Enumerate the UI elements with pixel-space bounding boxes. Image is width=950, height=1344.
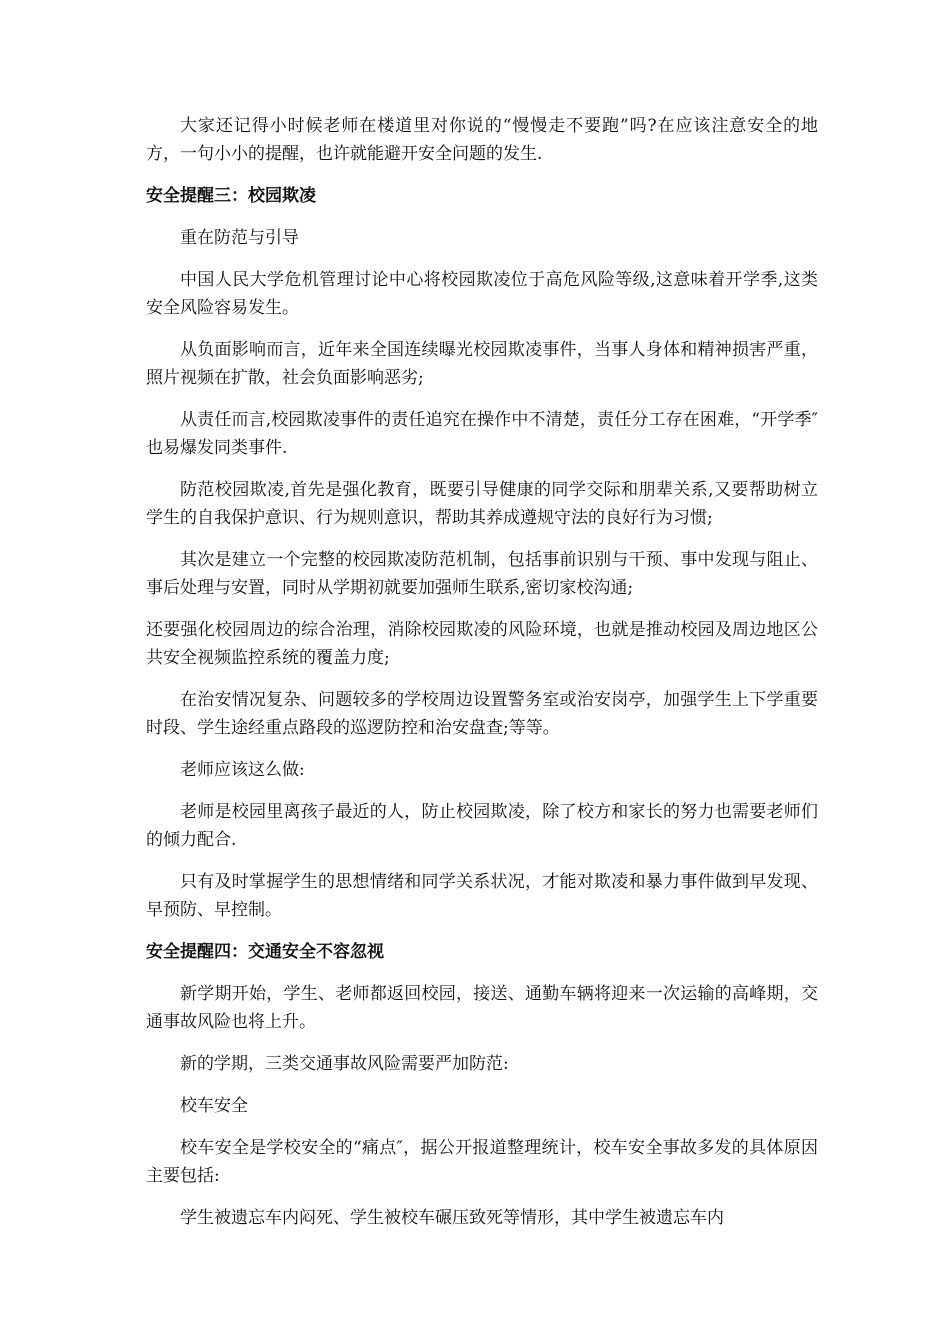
paragraph: 新学期开始，学生、老师都返回校园，接送、通勤车辆将迎来一次运输的高峰期，交通事故风险也将上升。 [146,984,818,1032]
paragraph: 重在防范与引导 [180,228,299,248]
section-heading-three: 安全提醒三：校园欺凌 [146,186,316,206]
paragraph: 在治安情况复杂、问题较多的学校周边设置警务室或治安岗亭，加强学生上下学重要时段、学生途经重点路段的巡逻防控和治安盘查;等等。 [146,690,818,738]
paragraph: 校车安全 [180,1096,248,1116]
paragraph: 其次是建立一个完整的校园欺凌防范机制，包括事前识别与干预、事中发现与阻止、事后处理与安置，同时从学期初就要加强师生联系,密切家校沟通; [146,550,818,598]
document-page [146,112,818,1246]
paragraph: 老师应该这么做: [180,760,305,780]
paragraph: 中国人民大学危机管理讨论中心将校园欺凌位于高危风险等级,这意味着开学季,这类安全风险容易发生。 [146,270,818,318]
paragraph-intro: 大家还记得小时候老师在楼道里对你说的“慢慢走不要跑”吗?在应该注意安全的地方，一句小小的提醒，也许就能避开安全问题的发生. [146,116,818,164]
paragraph: 从负面影响而言，近年来全国连续曝光校园欺凌事件，当事人身体和精神损害严重，照片视频在扩散，社会负面影响恶劣; [146,340,818,388]
paragraph: 学生被遗忘车内闷死、学生被校车碾压致死等情形，其中学生被遗忘车内 [180,1208,724,1228]
paragraph: 校车安全是学校安全的“痛点″，据公开报道整理统计，校车安全事故多发的具体原因主要包括: [146,1138,818,1186]
paragraph: 只有及时掌握学生的思想情绪和同学关系状况，才能对欺凌和暴力事件做到早发现、早预防、早控制。 [146,872,818,920]
paragraph: 老师是校园里离孩子最近的人，防止校园欺凌，除了校方和家长的努力也需要老师们的倾力配合. [146,802,818,850]
section-heading-four: 安全提醒四：交通安全不容忽视 [146,942,384,962]
paragraph: 还要强化校园周边的综合治理，消除校园欺凌的风险环境，也就是推动校园及周边地区公共安全视频监控系统的覆盖力度; [146,620,818,668]
paragraph: 从责任而言,校园欺凌事件的责任追究在操作中不清楚，责任分工存在困难，“开学季″也易爆发同类事件. [146,410,818,458]
paragraph: 新的学期，三类交通事故风险需要严加防范: [180,1054,509,1074]
paragraph: 防范校园欺凌,首先是强化教育，既要引导健康的同学交际和朋辈关系,又要帮助树立学生的自我保护意识、行为规则意识，帮助其养成遵规守法的良好行为习惯; [146,480,818,528]
